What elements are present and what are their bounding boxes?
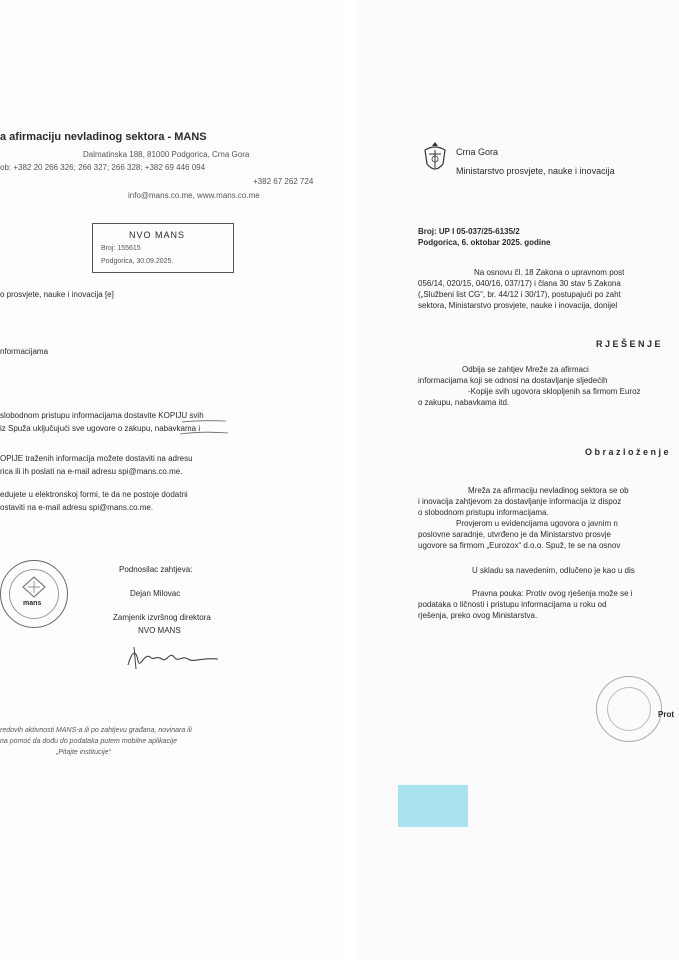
signature-partial: Prot [658,710,674,719]
footer-note-line1: redovih aktivnosti MANS-a ili po zahtjevu građana, novinara ili [0,727,192,734]
request-para1-line1: slobodnom pristupu informacijama dostavite KOPIJU svih [0,411,204,420]
reason-line6: ugovore sa firmom „Eurozox“ d.o.o. Spuž, te se na osnov [418,541,621,550]
ministry-name: Ministarstvo prosvjete, nauke i inovacija [456,166,615,176]
decision-number: Broj: UP I 05-037/25-6135/2 [418,227,520,236]
signatory-name: Dejan Milovac [130,589,181,598]
heading-rjesenje: R J E Š E N J E [596,339,661,349]
intro-line1: Na osnovu čl. 18 Zakona o upravnom post [474,268,625,277]
org-phone-mobile: +382 67 262 724 [253,177,314,186]
handwritten-underline-mark [180,418,230,436]
request-para3-line2: ostaviti na e-mail adresu spi@mans.co.me. [0,503,154,512]
country-name: Crna Gora [456,147,499,157]
reason-line4: Provjerom u evidencijama ugovora o javnim n [456,519,618,528]
org-phones: ob: +382 20 266 326; 266 327; 266 328; +382 69 446 094 [0,163,206,172]
request-para2-line2: rica ili ih poslati na e-mail adresu spi@mans.co.me. [0,467,183,476]
footer-note-line2: na pomoć da dođu do podataka putem mobilne aplikacije [0,738,178,745]
legal-notice-line3: rješenja, preko ovog Ministarstva. [418,611,538,620]
org-email-web: info@mans.co.me, www.mans.co.me [128,191,260,200]
recipient-line: o prosvjete, nauke i inovacija [e] [0,290,114,299]
mans-round-stamp [0,560,68,628]
request-para3-line1: edujete u elektronskoj formi, te da ne postoje dodatni [0,490,188,499]
page-gap [342,0,356,960]
reason-line3: o slobodnom pristupu informacijama. [418,508,549,517]
subject-line: nformacijama [0,347,49,356]
intro-line4: sektora, Ministarstvo prosvjete, nauke i inovacija, donijel [418,301,618,310]
decision-line2: informacijama koji se odnosi na dostavljanje sljedećih [418,376,608,385]
signatory-role: Zamjenik izvršnog direktora [113,613,211,622]
decision-line3: -Kopije svih ugovora sklopljenih sa firmom Euroz [468,387,641,396]
registration-stamp-box [92,223,234,273]
legal-notice-line2: podataka o ličnosti i pristupu informacijama u roku od [418,600,607,609]
org-address: Dalmatinska 188, 81000 Podgorica, Crna Gora [83,150,250,159]
stamp-box-date: Podgorica, 30.09.2025. [101,258,174,265]
intro-line3: („Službeni list CG“, br. 44/12 i 30/17), postupajući po zaht [418,290,621,299]
ministry-round-stamp [596,676,662,742]
legal-notice-line1: Pravna pouka: Protiv ovog rješenja može se i [472,589,633,598]
conclusion-line: U skladu sa navedenim, odlučeno je kao u dis [472,566,635,575]
reason-line1: Mreža za afirmaciju nevladinog sektora se ob [468,486,629,495]
stamp-center-text: mans [23,600,42,607]
reason-line2: i inovacija zahtjevom za dostavljanje informacija iz dispoz [418,497,622,506]
org-title: a afirmaciju nevladinog sektora - MANS [0,131,207,143]
decision-place-date: Podgorica, 6. oktobar 2025. godine [418,238,551,247]
intro-line2: 056/14, 020/15, 040/16, 037/17) i člana 30 stav 5 Zakona [418,279,621,288]
decision-line4: o zakupu, nabavkama itd. [418,398,510,407]
decision-line1: Odbija se zahtjev Mreže za afirmaci [462,365,589,374]
request-para1-line2: iz Spuža uključujući sve ugovore o zakupu, nabavkama i [0,424,201,433]
ministry-stamp-inner-ring [607,687,651,731]
reason-line5: poslovne saradnje, utvrđeno je da Ministarstvo prosvje [418,530,611,539]
redaction-sticker [398,785,468,827]
footer-note-line3: „Pitajte institucije“ [56,749,111,756]
request-para2-line1: OPIJE traženih informacija možete dostaviti na adresu [0,454,193,463]
heading-obrazlozenje: O b r a z l o ž e n j e [585,447,669,457]
coat-of-arms-icon [420,140,450,176]
stamp-logo-icon [21,575,47,599]
signature-label: Podnosilac zahtjeva: [119,565,193,574]
signatory-org: NVO MANS [138,626,181,635]
stamp-box-title: NVO MANS [129,230,186,240]
handwritten-signature [122,643,222,673]
stamp-box-number: Broj: 155615 [101,245,141,252]
